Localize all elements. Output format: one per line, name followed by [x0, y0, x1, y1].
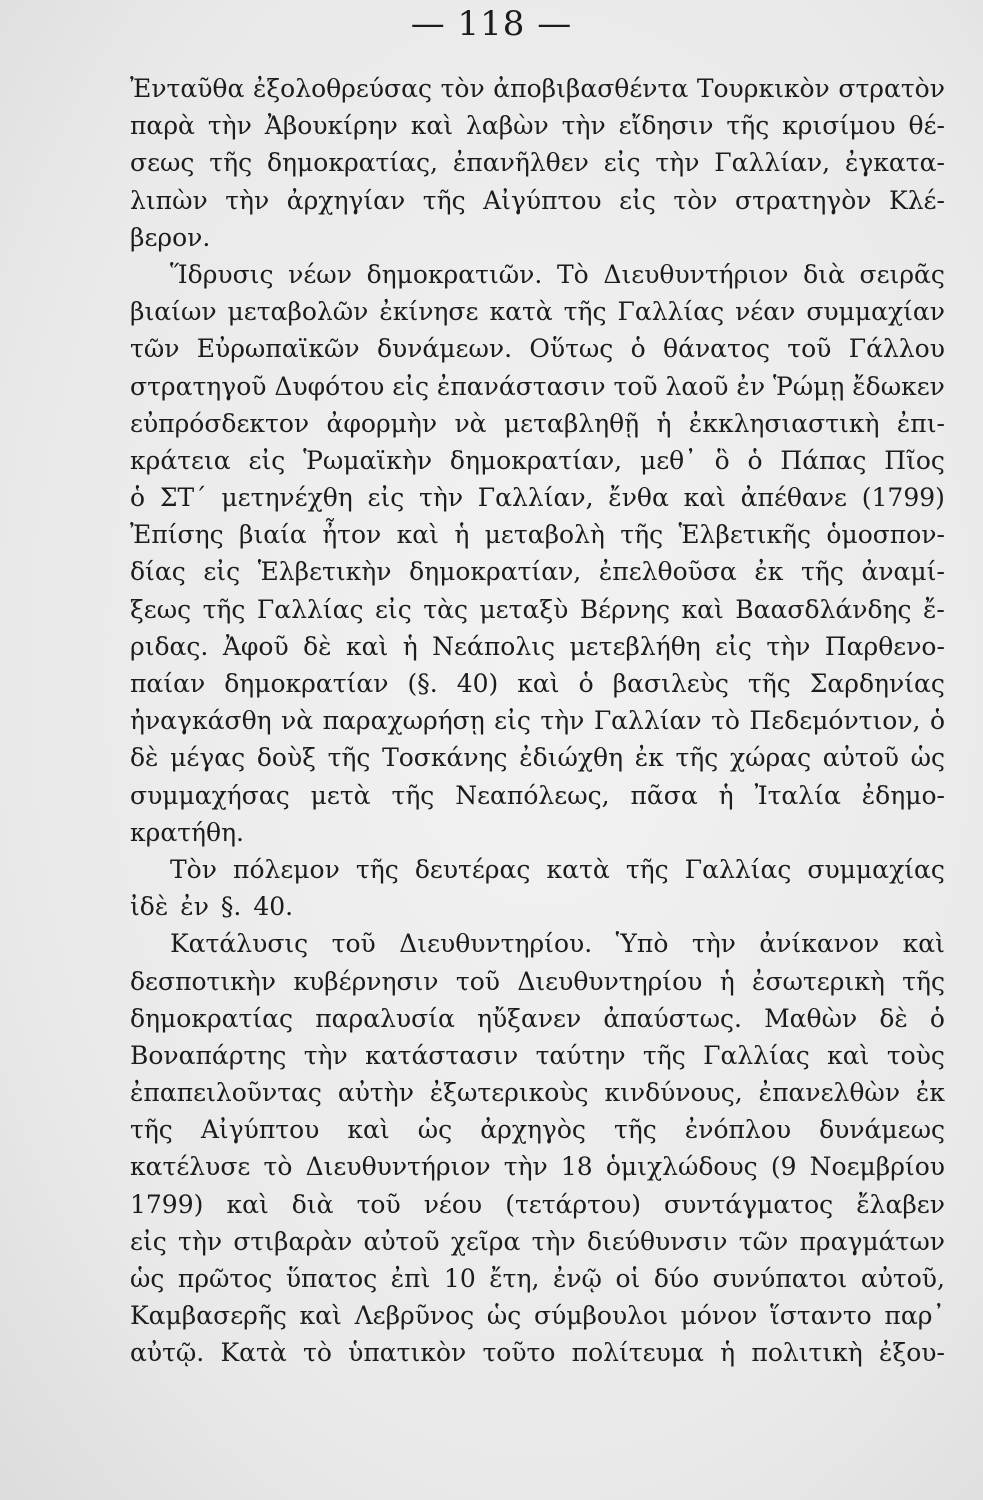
text-line: λιπὼν τὴν ἀρχηγίαν τῆς Αἰγύπτου εἰς τὸν στρατηγὸν Κλέ-: [130, 185, 945, 215]
text-line: Ἐπίσης βιαία ἦτον καὶ ἡ μεταβολὴ τῆς Ἑλβετικῆς ὁμοσπον-: [130, 520, 945, 550]
text-line: Τὸν πόλεμον τῆς δευτέρας κατὰ τῆς Γαλλίας συμμαχίας: [170, 854, 945, 884]
text-line: δίας εἰς Ἑλβετικὴν δημοκρατίαν, ἐπελθοῦσα ἐκ τῆς ἀναμί-: [130, 557, 945, 587]
text-line: εὐπρόσδεκτον ἀφορμὴν νὰ μεταβληθῇ ἡ ἐκκλησιαστικὴ ἐπι-: [130, 408, 945, 438]
text-line: κράτεια εἰς Ῥωμαϊκὴν δημοκρατίαν, μεθ᾽ ὃ ὁ Πάπας Πῖος: [130, 445, 945, 475]
text-line: Ἵδρυσις νέων δημοκρατιῶν. Τὸ Διευθυντήριον διὰ σειρᾶς: [170, 259, 945, 289]
text-line: εἰς τὴν στιβαρὰν αὐτοῦ χεῖρα τὴν διεύθυνσιν τῶν πραγμάτων: [130, 1226, 945, 1256]
text-line: δημοκρατίας παραλυσία ηὔξανεν ἀπαύστως. Μαθὼν δὲ ὁ: [130, 1003, 945, 1033]
text-line: κρατήθη.: [130, 817, 244, 847]
text-line: βερον.: [130, 222, 211, 252]
text-line: παρὰ τὴν Ἀβουκίρην καὶ λαβὼν τὴν εἴδησιν τῆς κρισίμου θέ-: [130, 111, 945, 141]
text-line: δὲ μέγας δοὺξ τῆς Τοσκάνης ἐδιώχθη ἐκ τῆς χώρας αὐτοῦ ὡς: [130, 743, 945, 773]
text-line: τῶν Εὐρωπαϊκῶν δυνάμεων. Οὕτως ὁ θάνατος τοῦ Γάλλου: [130, 334, 945, 364]
text-line: ὁ ΣΤ΄ μετηνέχθη εἰς τὴν Γαλλίαν, ἔνθα καὶ ἀπέθανε (1799): [130, 483, 945, 513]
text-line: κατέλυσε τὸ Διευθυντήριον τὴν 18 ὁμιχλώδους (9 Νοεμβρίου: [130, 1152, 945, 1182]
page-number: — 118 —: [410, 4, 573, 44]
text-line: συμμαχήσας μετὰ τῆς Νεαπόλεως, πᾶσα ἡ Ἰταλία ἐδημο-: [130, 780, 945, 810]
text-line: ἰδὲ ἐν §. 40.: [130, 892, 294, 922]
text-line: βιαίων μεταβολῶν ἐκίνησε κατὰ τῆς Γαλλίας νέαν συμμαχίαν: [130, 297, 945, 327]
text-line: ξεως τῆς Γαλλίας εἰς τὰς μεταξὺ Βέρνης καὶ Βαασδλάνδης ἔ-: [130, 594, 945, 624]
text-line: στρατηγοῦ Δυφότου εἰς ἐπανάστασιν τοῦ λαοῦ ἐν Ῥώμῃ ἔδωκεν: [130, 371, 945, 401]
text-line: δεσποτικὴν κυβέρνησιν τοῦ Διευθυντηρίου ἡ ἐσωτερικὴ τῆς: [130, 966, 945, 996]
text-line: σεως τῆς δημοκρατίας, ἐπανῆλθεν εἰς τὴν Γαλλίαν, ἐγκατα-: [130, 148, 945, 178]
text-line: τῆς Αἰγύπτου καὶ ὡς ἀρχηγὸς τῆς ἐνόπλου δυνάμεως: [130, 1115, 945, 1145]
text-line: 1799) καὶ διὰ τοῦ νέου (τετάρτου) συντάγματος ἔλαβεν: [130, 1189, 945, 1219]
text-line: Καμβασερῆς καὶ Λεβρῦνος ὡς σύμβουλοι μόνον ἵσταντο παρ᾽: [130, 1301, 945, 1331]
text-line: ριδας. Ἀφοῦ δὲ καὶ ἡ Νεάπολις μετεβλήθη εἰς τὴν Παρθενο-: [130, 631, 945, 661]
text-line: αὐτῷ. Κατὰ τὸ ὑπατικὸν τοῦτο πολίτευμα ἡ πολιτικὴ ἐξου-: [130, 1338, 945, 1368]
text-line: ὡς πρῶτος ὕπατος ἐπὶ 10 ἔτη, ἐνῷ οἱ δύο συνύπατοι αὐτοῦ,: [130, 1264, 945, 1293]
text-line: Ἐνταῦθα ἐξολοθρεύσας τὸν ἀποβιβασθέντα Τουρκικὸν στρατὸν: [130, 74, 945, 103]
text-line: ἐπαπειλοῦντας αὐτὴν ἐξωτερικοὺς κινδύνους, ἐπανελθὼν ἐκ: [130, 1078, 945, 1108]
body-text: [130, 70, 945, 1372]
text-line: παίαν δημοκρατίαν (§. 40) καὶ ὁ βασιλεὺς τῆς Σαρδηνίας: [130, 669, 945, 698]
text-line: ἠναγκάσθη νὰ παραχωρήσῃ εἰς τὴν Γαλλίαν τὸ Πεδεμόντιον, ὁ: [130, 706, 945, 736]
text-line: Κατάλυσις τοῦ Διευθυντηρίου. Ὑπὸ τὴν ἀνίκανον καὶ: [170, 929, 945, 959]
text-line: Βοναπάρτης τὴν κατάστασιν ταύτην τῆς Γαλλίας καὶ τοὺς: [130, 1040, 945, 1070]
